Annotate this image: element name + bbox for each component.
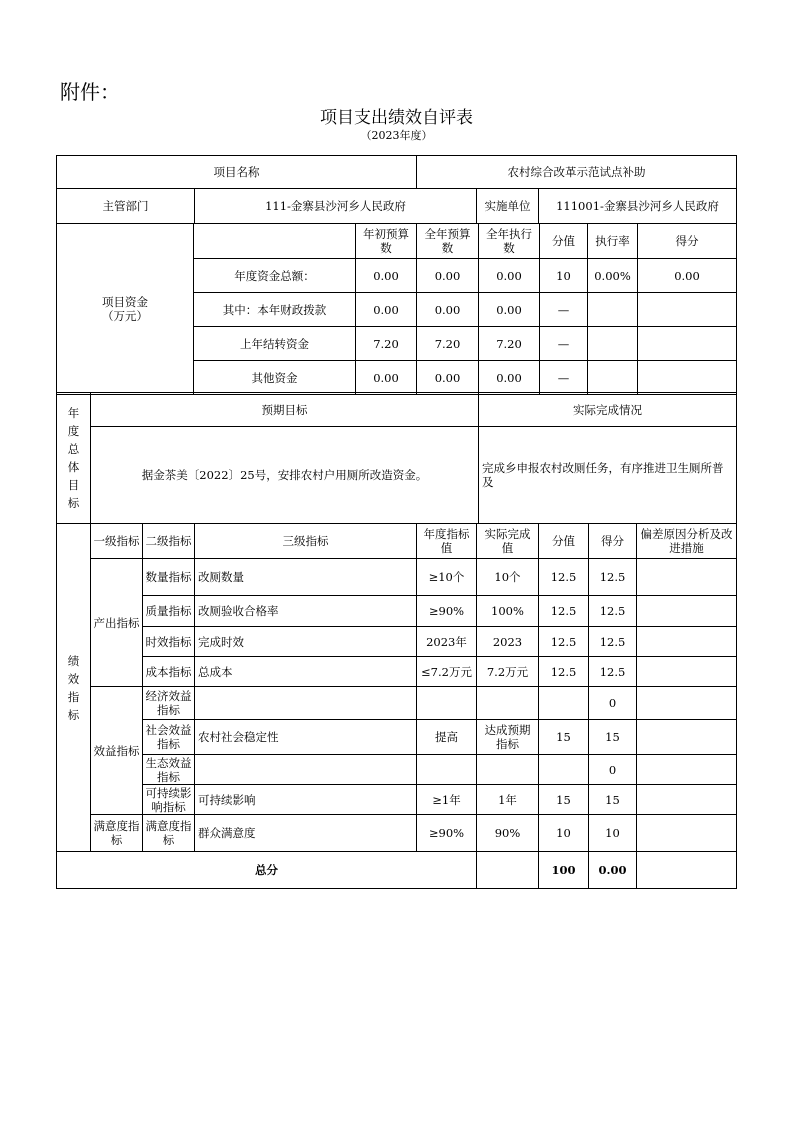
funds-cell <box>638 327 737 361</box>
ind-actual: 90% <box>477 815 539 852</box>
ind-target: 提高 <box>417 720 477 755</box>
ind-header-actual: 实际完成值 <box>477 524 539 559</box>
ind-actual <box>477 755 539 785</box>
ind-value <box>539 687 589 720</box>
ind-value: 15 <box>539 785 589 815</box>
ind-l2: 成本指标 <box>143 657 195 687</box>
ind-l2: 生态效益指标 <box>143 755 195 785</box>
funds-cell: 0.00 <box>356 259 417 293</box>
indicator-row <box>57 687 737 720</box>
funds-table <box>56 223 737 395</box>
funds-cell: 7.20 <box>479 327 540 361</box>
funds-cell: — <box>540 327 588 361</box>
indicators-label: 绩 效 指 标 <box>57 524 91 852</box>
goals-actual-header: 实际完成情况 <box>479 393 737 427</box>
ind-header-target: 年度指标值 <box>417 524 477 559</box>
ind-target: ≥90% <box>417 596 477 627</box>
total-value: 100 <box>539 852 589 889</box>
ind-l3: 完成时效 <box>195 627 417 657</box>
funds-header-annual: 全年预算数 <box>417 224 479 259</box>
ind-score: 0 <box>589 687 637 720</box>
ind-l3 <box>195 755 417 785</box>
funds-cell <box>588 361 638 395</box>
ind-reason <box>637 596 737 627</box>
funds-row-label: 年度资金总额： <box>194 259 356 293</box>
ind-target: ≤7.2万元 <box>417 657 477 687</box>
ind-score: 10 <box>589 815 637 852</box>
goals-expected-header: 预期目标 <box>91 393 479 427</box>
ind-value: 12.5 <box>539 559 589 596</box>
funds-cell: 0.00 <box>356 361 417 395</box>
total-score: 0.00 <box>589 852 637 889</box>
indicator-row <box>57 596 737 627</box>
self-evaluation-table <box>56 155 737 224</box>
funds-cell: 7.20 <box>356 327 417 361</box>
ind-reason <box>637 815 737 852</box>
ind-reason <box>637 559 737 596</box>
ind-header-reason: 偏差原因分析及改进措施 <box>637 524 737 559</box>
total-empty <box>477 852 539 889</box>
ind-l3: 改厕数量 <box>195 559 417 596</box>
funds-cell: 0.00% <box>588 259 638 293</box>
ind-value: 10 <box>539 815 589 852</box>
funds-label <box>57 224 194 395</box>
indicator-row <box>57 720 737 755</box>
goals-actual-text: 完成乡申报农村改厕任务，有序推进卫生厕所普及 <box>479 427 737 524</box>
funds-cell: — <box>540 293 588 327</box>
funds-label-line2: （万元） <box>102 309 148 323</box>
ind-l2: 经济效益指标 <box>143 687 195 720</box>
funds-cell: 0.00 <box>356 293 417 327</box>
ind-reason <box>637 755 737 785</box>
impl-value: 111001-金寨县沙河乡人民政府 <box>539 189 737 224</box>
goals-expected-text: 据金茶美〔2022〕25号，安排农村户用厕所改造资金。 <box>91 427 479 524</box>
funds-header-rate: 执行率 <box>588 224 638 259</box>
total-reason <box>637 852 737 889</box>
funds-header-score-value: 分值 <box>540 224 588 259</box>
satisfaction-l1-label: 满意度指标 <box>91 815 143 852</box>
ind-reason <box>637 627 737 657</box>
funds-row-label: 上年结转资金 <box>194 327 356 361</box>
indicator-row <box>57 559 737 596</box>
funds-cell: 10 <box>540 259 588 293</box>
ind-actual: 达成预期指标 <box>477 720 539 755</box>
funds-cell: — <box>540 361 588 395</box>
ind-value <box>539 755 589 785</box>
ind-l2: 可持续影响指标 <box>143 785 195 815</box>
goals-label: 年 度 总 体 目 标 <box>57 393 91 524</box>
year-label: （2023年度） <box>360 129 433 142</box>
funds-cell: 0.00 <box>479 293 540 327</box>
ind-l3: 群众满意度 <box>195 815 417 852</box>
ind-actual: 100% <box>477 596 539 627</box>
attachment-label: 附件： <box>60 80 120 104</box>
ind-header-level1: 一级指标 <box>91 524 143 559</box>
indicator-row <box>57 785 737 815</box>
ind-l3: 总成本 <box>195 657 417 687</box>
dept-value: 111-金寨县沙河乡人民政府 <box>195 189 477 224</box>
funds-cell: 0.00 <box>479 259 540 293</box>
indicator-row <box>57 627 737 657</box>
dept-label: 主管部门 <box>57 189 195 224</box>
ind-value: 12.5 <box>539 596 589 627</box>
ind-l2: 时效指标 <box>143 627 195 657</box>
funds-header-score: 得分 <box>638 224 737 259</box>
ind-target: ≥90% <box>417 815 477 852</box>
impl-label: 实施单位 <box>477 189 539 224</box>
benefit-indicator-label: 效益指标 <box>91 687 143 815</box>
project-name-label: 项目名称 <box>57 156 417 189</box>
indicator-row <box>57 657 737 687</box>
goals-table <box>56 392 737 524</box>
ind-actual: 2023 <box>477 627 539 657</box>
funds-cell: 0.00 <box>417 293 479 327</box>
ind-l2: 满意度指标 <box>143 815 195 852</box>
output-indicator-label: 产出指标 <box>91 559 143 687</box>
ind-target <box>417 687 477 720</box>
funds-row-label: 其中：本年财政拨款 <box>194 293 356 327</box>
total-row <box>57 852 737 889</box>
ind-actual: 10个 <box>477 559 539 596</box>
ind-actual <box>477 687 539 720</box>
ind-score: 12.5 <box>589 657 637 687</box>
funds-cell: 0.00 <box>417 361 479 395</box>
funds-cell <box>638 293 737 327</box>
ind-score: 12.5 <box>589 627 637 657</box>
page-title: 项目支出绩效自评表 <box>320 108 473 128</box>
ind-reason <box>637 657 737 687</box>
ind-l2: 数量指标 <box>143 559 195 596</box>
funds-cell <box>588 327 638 361</box>
ind-l3 <box>195 687 417 720</box>
ind-score: 15 <box>589 785 637 815</box>
ind-target <box>417 755 477 785</box>
ind-l2: 质量指标 <box>143 596 195 627</box>
ind-l3: 农村社会稳定性 <box>195 720 417 755</box>
funds-cell <box>588 293 638 327</box>
ind-target: 2023年 <box>417 627 477 657</box>
project-name-value: 农村综合改革示范试点补助 <box>417 156 737 189</box>
funds-cell <box>638 361 737 395</box>
indicators-table <box>56 523 737 889</box>
ind-header-score: 得分 <box>589 524 637 559</box>
ind-target: ≥1年 <box>417 785 477 815</box>
funds-label-line1: 项目资金 <box>102 295 148 309</box>
ind-actual: 7.2万元 <box>477 657 539 687</box>
total-label: 总分 <box>57 852 477 889</box>
indicator-row <box>57 815 737 852</box>
indicator-row <box>57 755 737 785</box>
ind-value: 15 <box>539 720 589 755</box>
ind-value: 12.5 <box>539 657 589 687</box>
ind-value: 12.5 <box>539 627 589 657</box>
ind-actual: 1年 <box>477 785 539 815</box>
funds-cell: 0.00 <box>638 259 737 293</box>
ind-score: 12.5 <box>589 559 637 596</box>
ind-header-level2: 二级指标 <box>143 524 195 559</box>
ind-reason <box>637 720 737 755</box>
ind-header-level3: 三级指标 <box>195 524 417 559</box>
funds-header-executed: 全年执行数 <box>479 224 540 259</box>
ind-reason <box>637 687 737 720</box>
ind-l2: 社会效益指标 <box>143 720 195 755</box>
funds-cell: 0.00 <box>417 259 479 293</box>
ind-score: 15 <box>589 720 637 755</box>
funds-row-label: 其他资金 <box>194 361 356 395</box>
ind-reason <box>637 785 737 815</box>
ind-header-score-value: 分值 <box>539 524 589 559</box>
funds-cell: 0.00 <box>479 361 540 395</box>
ind-l3: 可持续影响 <box>195 785 417 815</box>
ind-l3: 改厕验收合格率 <box>195 596 417 627</box>
ind-score: 12.5 <box>589 596 637 627</box>
funds-cell: 7.20 <box>417 327 479 361</box>
ind-score: 0 <box>589 755 637 785</box>
ind-target: ≥10个 <box>417 559 477 596</box>
funds-header-initial: 年初预算数 <box>356 224 417 259</box>
